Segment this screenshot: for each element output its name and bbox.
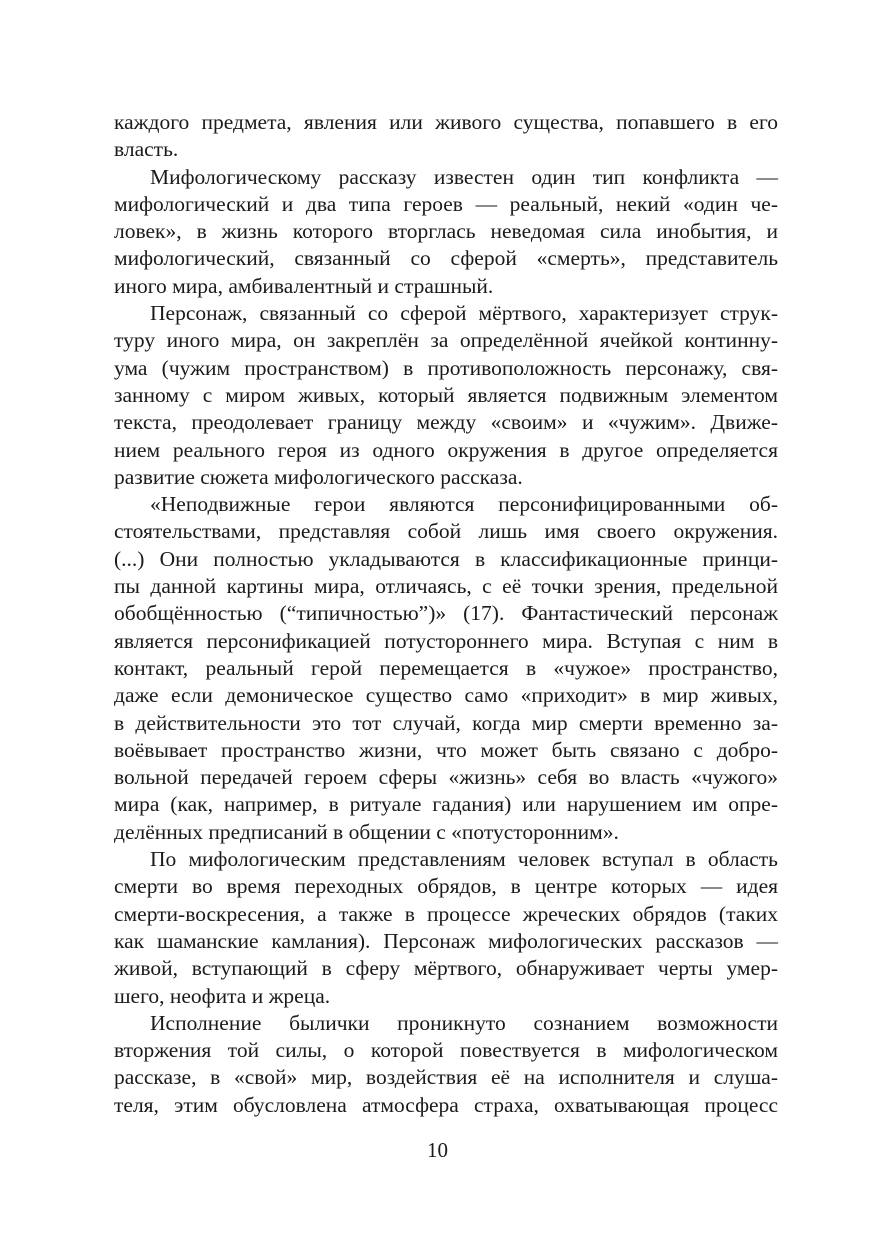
text-line: теля, этим обусловлена атмосфера страха, охватывающая процесс bbox=[114, 1092, 778, 1117]
paragraph bbox=[114, 491, 778, 846]
paragraph bbox=[114, 1010, 778, 1119]
text-line: делённых предписаний в общении с «потусторонним». bbox=[114, 819, 619, 844]
text-line: даже если демоническое существо само «приходит» в мир живых, bbox=[114, 683, 778, 708]
text-line: смерти-воскресения, а также в процессе жреческих обрядов (таких bbox=[114, 901, 778, 926]
text-line: в действительности это тот случай, когда мир смерти временно за- bbox=[114, 710, 778, 735]
text-line: Персонаж, связанный со сферой мёртвого, характеризует струк- bbox=[150, 301, 778, 326]
text-line: является персонификацией потустороннего мира. Вступая с ним в bbox=[114, 628, 778, 653]
text-line: власть. bbox=[114, 137, 179, 162]
text-line: контакт, реальный герой перемещается в «чужое» пространство, bbox=[114, 655, 778, 680]
text-line: Исполнение былички проникнуто сознанием возможности bbox=[150, 1010, 778, 1035]
text-line: шего, неофита и жреца. bbox=[114, 983, 331, 1008]
text-line: (...) Они полностью укладываются в классификационные принци- bbox=[114, 546, 778, 571]
text-line: ума (чужим пространством) в противоположность персонажу, свя- bbox=[114, 355, 778, 380]
paragraph bbox=[114, 164, 778, 300]
text-line: пы данной картины мира, отличаясь, с её точки зрения, предельной bbox=[114, 574, 778, 599]
paragraph bbox=[114, 300, 778, 491]
text-line: «Неподвижные герои являются персонифицированными об- bbox=[150, 492, 778, 517]
text-line: каждого предмета, явления или живого существа, попавшего в его bbox=[114, 110, 778, 134]
text-line: рассказе, в «свой» мир, воздействия её на исполнителя и слуша- bbox=[114, 1065, 778, 1090]
text-line: текста, преодолевает границу между «своим» и «чужим». Движе- bbox=[114, 410, 778, 435]
text-line: мира (как, например, в ритуале гадания) или нарушением им опре- bbox=[114, 792, 778, 817]
text-line: как шаманские камлания). Персонаж мифологических рассказов — bbox=[114, 928, 778, 953]
text-line: ловек», в жизнь которого вторглась неведомая сила инобытия, и bbox=[114, 219, 778, 244]
text-line: иного мира, амбивалентный и страшный. bbox=[114, 273, 494, 298]
text-line: мифологический и два типа героев — реальный, некий «один че- bbox=[114, 191, 778, 216]
text-line: вторжения той силы, о которой повествуется в мифологическом bbox=[114, 1038, 778, 1063]
text-line: живой, вступающий в сферу мёртвого, обнаруживает черты умер- bbox=[114, 956, 778, 981]
text-line: туру иного мира, он закреплён за определённой ячейкой континну- bbox=[114, 328, 778, 353]
text-line: смерти во время переходных обрядов, в центре которых — идея bbox=[114, 874, 778, 899]
text-line: стоятельствами, представляя собой лишь имя своего окружения. bbox=[114, 519, 778, 544]
text-line: вольной передачей героем сферы «жизнь» себя во власть «чужого» bbox=[114, 765, 778, 790]
paragraph bbox=[114, 846, 778, 1010]
text-line: мифологический, связанный со сферой «смерть», представитель bbox=[114, 246, 778, 271]
body-text bbox=[114, 109, 778, 1119]
page-number: 10 bbox=[427, 1138, 448, 1162]
text-line: нием реального героя из одного окружения в другое определяется bbox=[114, 437, 778, 462]
paragraph bbox=[114, 109, 778, 164]
text-line: развитие сюжета мифологического рассказа. bbox=[114, 464, 523, 489]
text-line: воёвывает пространство жизни, что может быть связано с добро- bbox=[114, 737, 778, 762]
text-line: По мифологическим представлениям человек вступал в область bbox=[150, 847, 778, 872]
text-line: Мифологическому рассказу известен один тип конфликта — bbox=[150, 164, 778, 189]
text-line: обобщённостью (“типичностью”)» (17). Фантастический персонаж bbox=[114, 601, 778, 626]
text-line: занному с миром живых, который является подвижным элементом bbox=[114, 382, 778, 407]
